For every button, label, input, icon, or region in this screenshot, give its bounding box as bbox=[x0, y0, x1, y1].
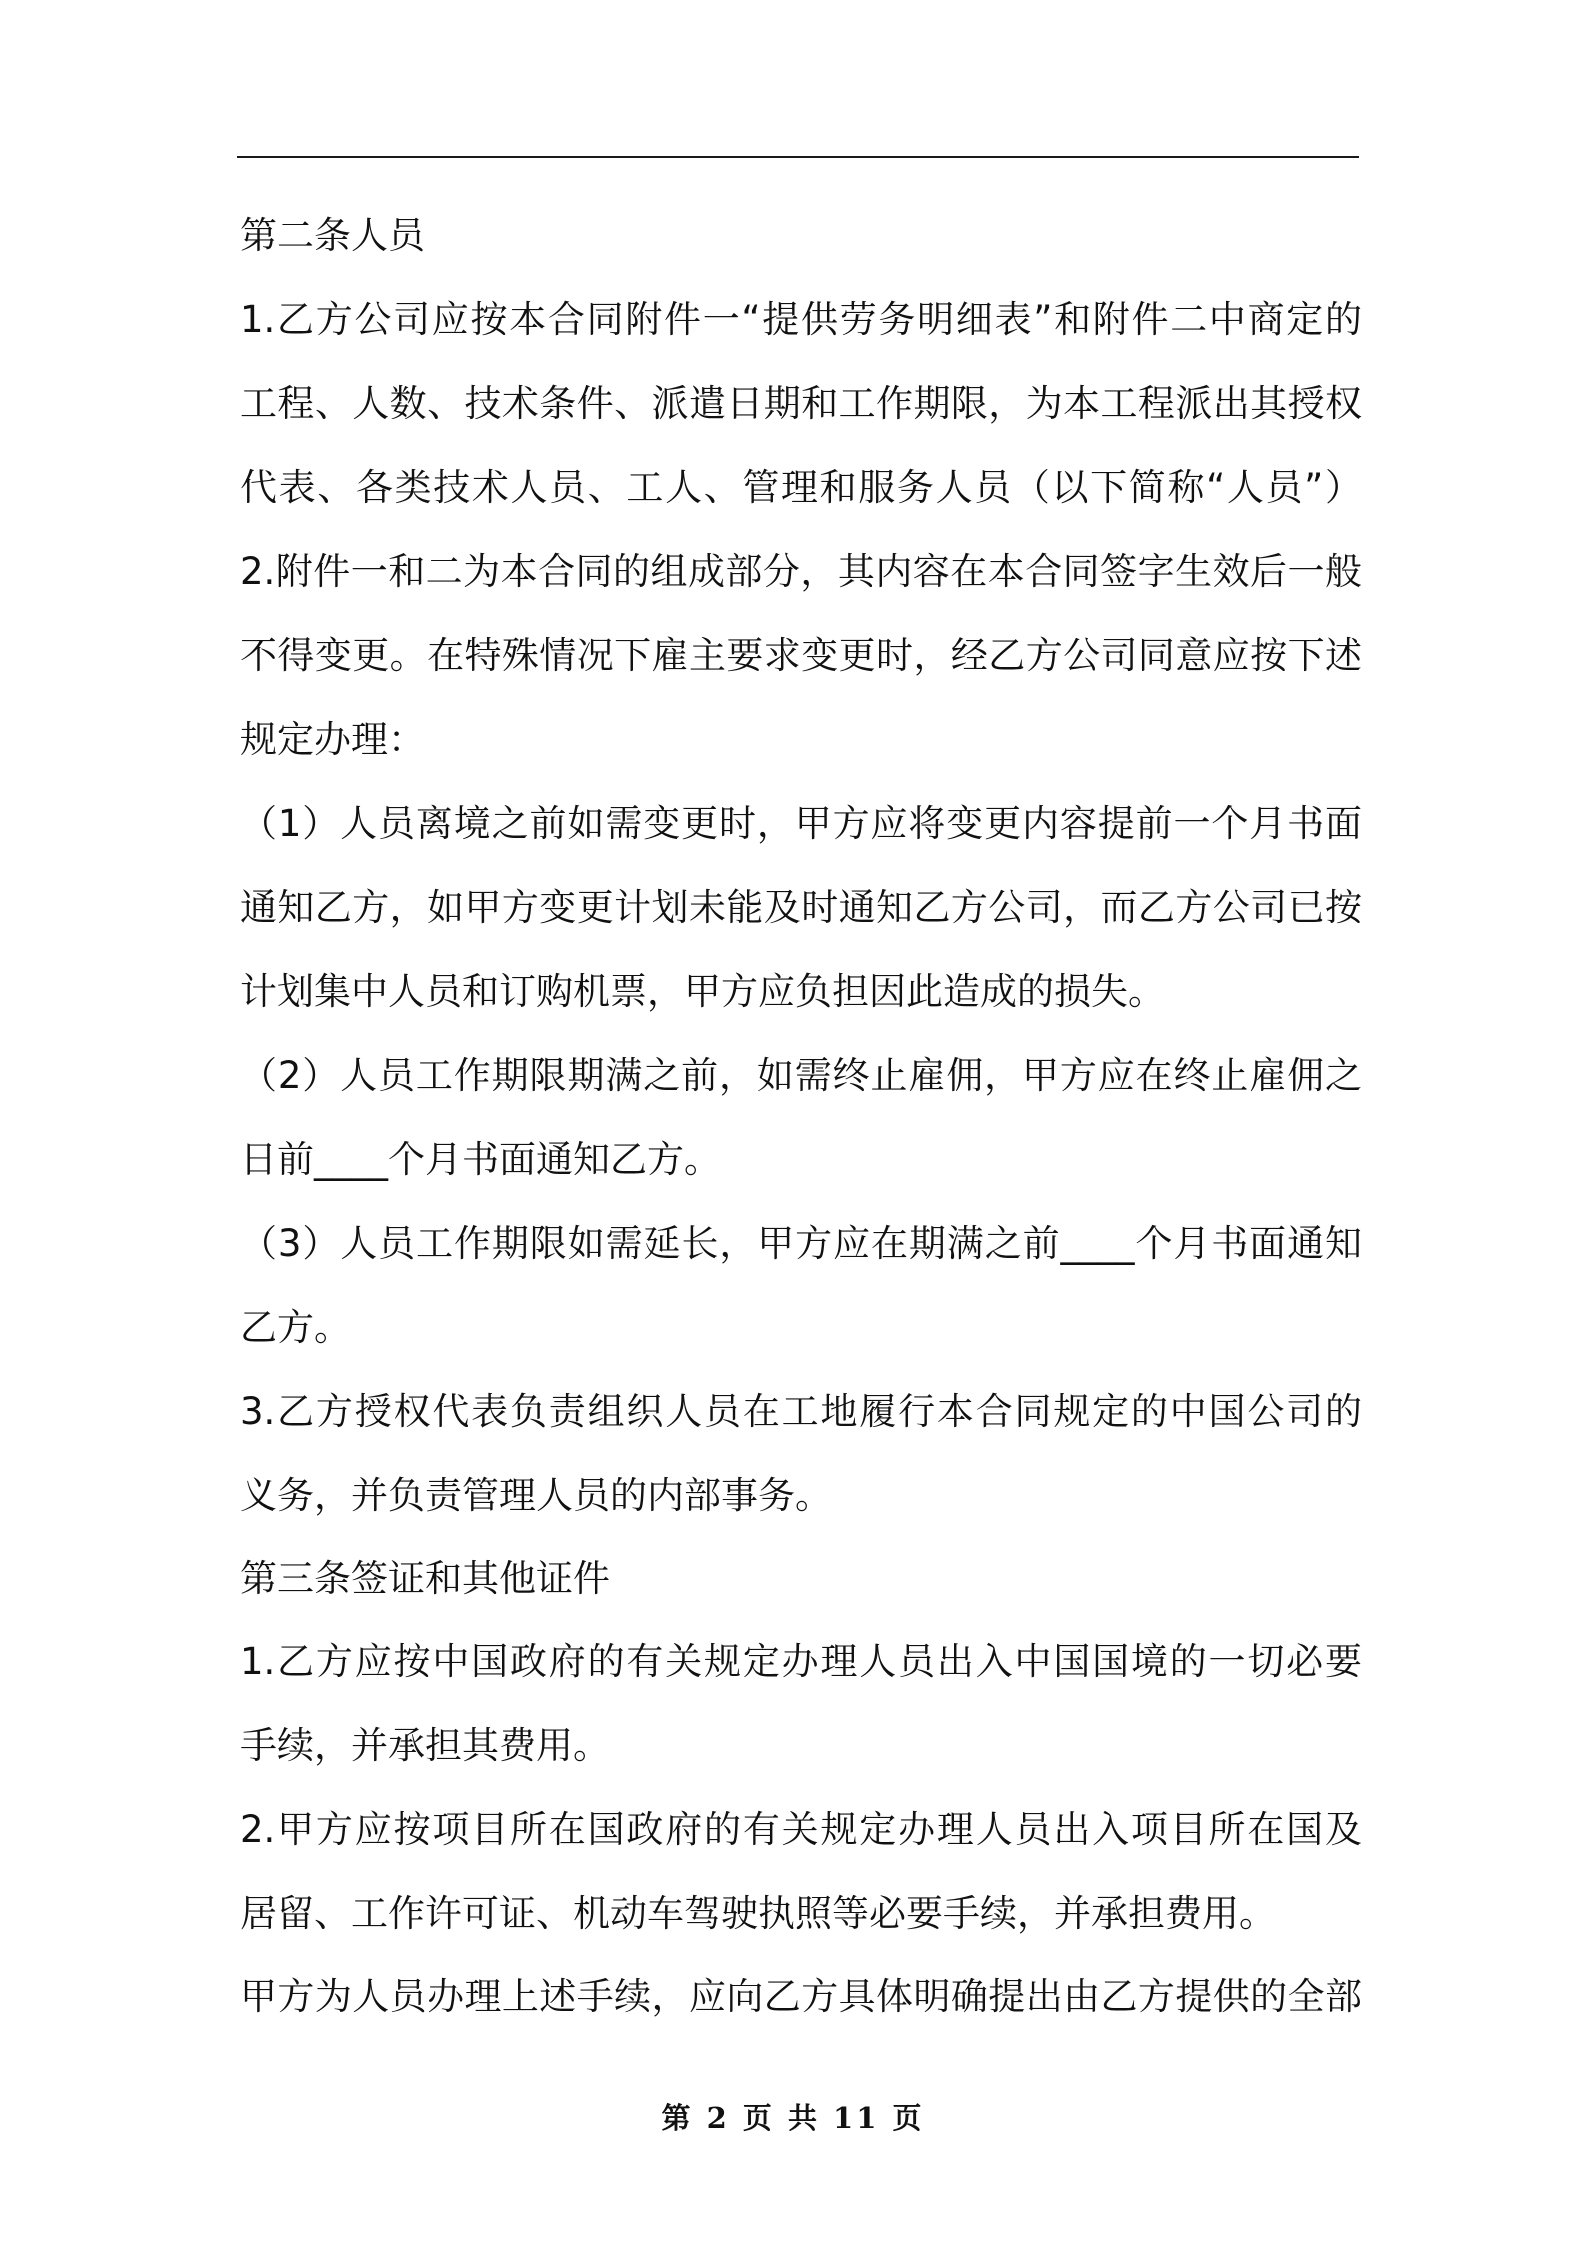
article-heading: 第二条人员 bbox=[240, 214, 425, 257]
paragraph-line: 义务，并负责管理人员的内部事务。 bbox=[240, 1474, 832, 1517]
paragraph-line: 日前____个月书面通知乙方。 bbox=[240, 1138, 721, 1181]
document-body bbox=[240, 194, 1362, 2038]
paragraph-line: （3）人员工作期限如需延长，甲方应在期满之前____个月书面通知 bbox=[240, 1222, 1362, 1265]
paragraph-line: 不得变更。在特殊情况下雇主要求变更时，经乙方公司同意应按下述 bbox=[240, 634, 1362, 677]
header-rule bbox=[237, 156, 1359, 158]
paragraph-line: 工程、人数、技术条件、派遣日期和工作期限，为本工程派出其授权 bbox=[240, 382, 1362, 425]
paragraph-line: 甲方为人员办理上述手续，应向乙方具体明确提出由乙方提供的全部 bbox=[240, 1975, 1362, 2018]
paragraph-line: 通知乙方，如甲方变更计划未能及时通知乙方公司，而乙方公司已按 bbox=[240, 886, 1362, 929]
paragraph-line: 手续，并承担其费用。 bbox=[240, 1724, 610, 1767]
paragraph-line: 3.乙方授权代表负责组织人员在工地履行本合同规定的中国公司的 bbox=[240, 1390, 1362, 1433]
paragraph-line: 2.甲方应按项目所在国政府的有关规定办理人员出入项目所在国及 bbox=[240, 1808, 1362, 1851]
paragraph-line: 代表、各类技术人员、工人、管理和服务人员（以下简称“人员”） bbox=[240, 466, 1362, 509]
page-number: 第 2 页 共 11 页 bbox=[661, 2101, 925, 2135]
paragraph-line: 乙方。 bbox=[240, 1306, 351, 1349]
paragraph-line: 居留、工作许可证、机动车驾驶执照等必要手续，并承担费用。 bbox=[240, 1892, 1276, 1935]
paragraph-line: （2）人员工作期限期满之前，如需终止雇佣，甲方应在终止雇佣之 bbox=[240, 1054, 1362, 1097]
paragraph-line: 1.乙方公司应按本合同附件一“提供劳务明细表”和附件二中商定的 bbox=[240, 298, 1362, 341]
paragraph-line: 2.附件一和二为本合同的组成部分，其内容在本合同签字生效后一般 bbox=[240, 550, 1362, 593]
paragraph-line: 规定办理： bbox=[240, 718, 425, 761]
article-heading: 第三条签证和其他证件 bbox=[240, 1557, 610, 1600]
paragraph-line: 计划集中人员和订购机票，甲方应负担因此造成的损失。 bbox=[240, 970, 1165, 1013]
paragraph-line: 1.乙方应按中国政府的有关规定办理人员出入中国国境的一切必要 bbox=[240, 1640, 1362, 1683]
paragraph-line: （1）人员离境之前如需变更时，甲方应将变更内容提前一个月书面 bbox=[240, 802, 1362, 845]
